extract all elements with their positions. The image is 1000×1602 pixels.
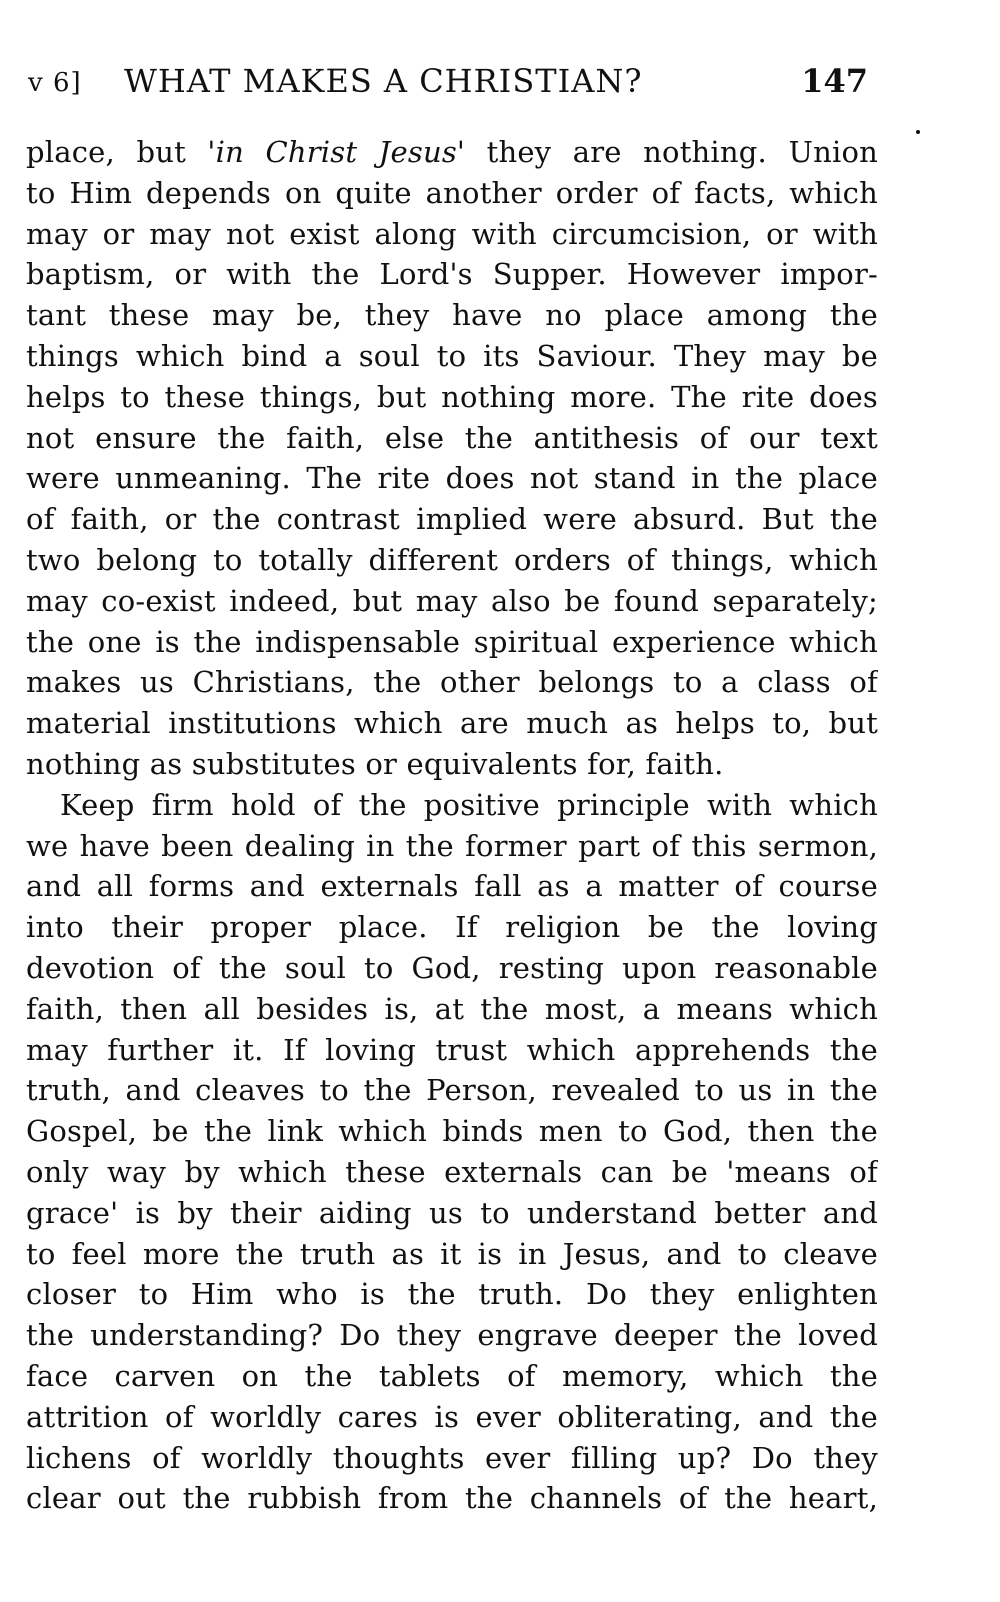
- text-line: grace' is by their aiding us to understand better and: [26, 1195, 878, 1230]
- text-line: helps to these things, but nothing more. The rite does: [26, 379, 878, 414]
- text-line: faith, then all besides is, at the most, a means which: [26, 991, 878, 1026]
- text-line: things which bind a soul to its Saviour. They may be: [26, 338, 878, 373]
- text-line: may co-exist indeed, but may also be found separately;: [26, 583, 878, 618]
- text-line: Gospel, be the link which binds men to God, then the: [26, 1114, 878, 1149]
- text-line: truth, and cleaves to the Person, revealed to us in the: [26, 1073, 878, 1108]
- text-line: to feel more the truth as it is in Jesus, and to cleave: [26, 1236, 878, 1271]
- text-line: only way by which these externals can be 'means of: [26, 1154, 878, 1189]
- margin-speck: [916, 130, 920, 134]
- text-line: makes us Christians, the other belongs to a class of: [26, 665, 878, 700]
- text-line: devotion of the soul to God, resting upon reasonable: [26, 950, 878, 985]
- text-line: lichens of worldly thoughts ever filling up? Do they: [26, 1440, 878, 1475]
- paragraph-end-line: nothing as substitutes or equivalents for, faith.: [26, 746, 724, 781]
- text-line: tant these may be, they have no place among the: [26, 298, 878, 333]
- text-line: the one is the indispensable spiritual experience which: [26, 624, 878, 659]
- text-line: two belong to totally different orders of things, which: [26, 542, 878, 577]
- italic-phrase: in Christ Jesus: [215, 135, 457, 169]
- text-line: material institutions which are much as helps to, but: [26, 706, 878, 741]
- text-line: attrition of worldly cares is ever obliterating, and the: [26, 1399, 878, 1434]
- text-line: not ensure the faith, else the antithesis of our text: [26, 420, 878, 455]
- text-line: may or may not exist along with circumcision, or with: [26, 216, 878, 251]
- text-line: face carven on the tablets of memory, which the: [26, 1358, 878, 1393]
- text-line: closer to Him who is the truth. Do they enlighten: [26, 1277, 878, 1312]
- text-line: we have been dealing in the former part of this sermon,: [26, 828, 878, 863]
- running-title: WHAT MAKES A CHRISTIAN?: [124, 62, 643, 100]
- text-line: and all forms and externals fall as a matter of course: [26, 869, 878, 904]
- running-header: [28, 62, 868, 106]
- text-line: into their proper place. If religion be the loving: [26, 910, 878, 945]
- text-line: may further it. If loving trust which apprehends the: [26, 1032, 878, 1067]
- chapter-verse-marker: v 6]: [28, 68, 82, 98]
- text-line: to Him depends on quite another order of facts, which: [26, 175, 878, 210]
- body-text: [26, 132, 878, 1519]
- paragraph-start-line: Keep firm hold of the positive principle with which: [60, 787, 878, 822]
- text-line: place, but 'in Christ Jesus' they are nothing. Union: [26, 135, 878, 169]
- text-line: baptism, or with the Lord's Supper. However impor-: [26, 257, 878, 292]
- text-line: the understanding? Do they engrave deeper the loved: [26, 1318, 878, 1353]
- text-line: were unmeaning. The rite does not stand in the place: [26, 461, 878, 496]
- page-number: 147: [801, 62, 868, 100]
- text-line: clear out the rubbish from the channels of the heart,: [26, 1481, 878, 1516]
- text-line: of faith, or the contrast implied were absurd. But the: [26, 502, 878, 537]
